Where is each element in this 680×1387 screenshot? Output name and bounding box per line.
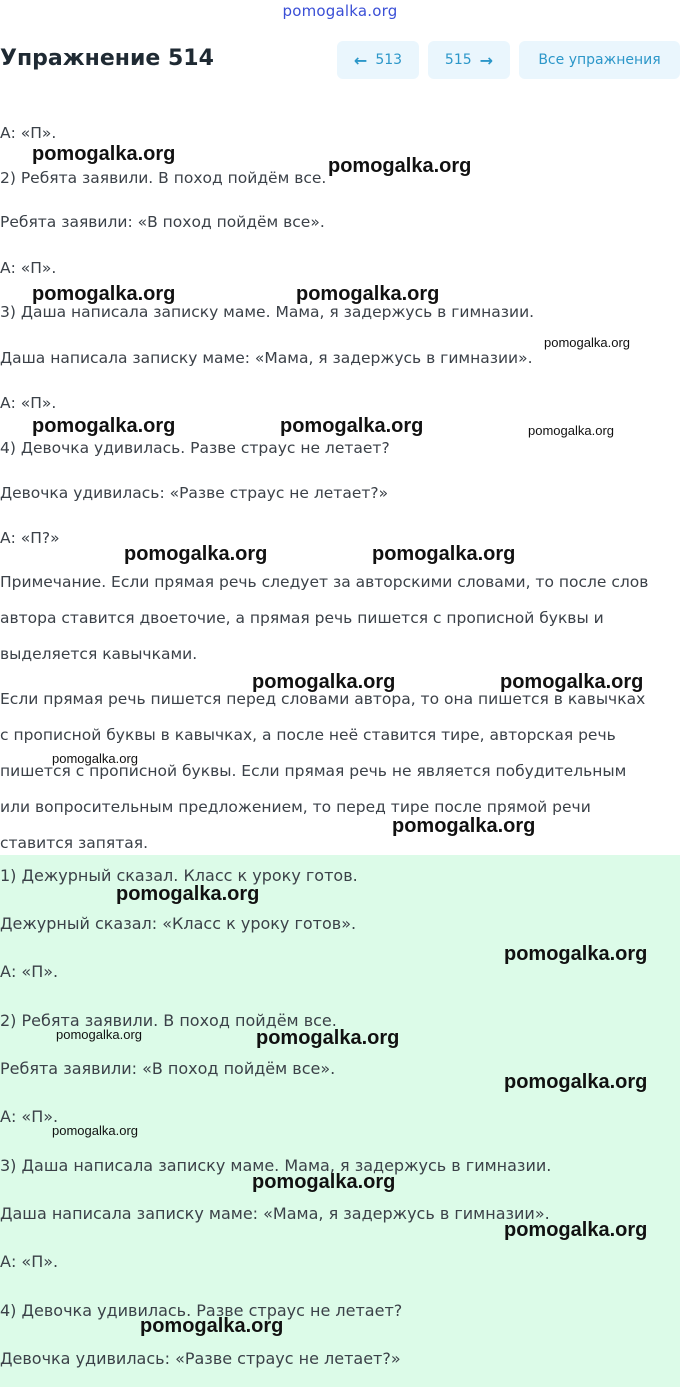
- answer-line: А: «П».: [0, 1107, 59, 1126]
- note-line: с прописной буквы в кавычках, а после неё ставится тире, авторская речь: [0, 726, 616, 744]
- all-exercises-label: Все упражнения: [538, 52, 661, 68]
- prev-exercise-button[interactable]: [337, 41, 419, 79]
- text-line: А: «П».: [0, 394, 57, 412]
- answer-line: Даша написала записку маме: «Мама, я задержусь в гимназии».: [0, 1204, 550, 1223]
- text-line: 4) Девочка удивилась. Разве страус не летает?: [0, 439, 390, 457]
- clipped-text-fragment: [0, 82, 680, 96]
- answer-block: [0, 855, 680, 1387]
- site-watermark-top: pomogalka.org: [282, 2, 398, 20]
- watermark: pomogalka.org: [52, 751, 138, 766]
- watermark: pomogalka.org: [544, 335, 630, 350]
- watermark: pomogalka.org: [296, 283, 440, 305]
- watermark: pomogalka.org: [372, 543, 516, 565]
- note-line: выделяется кавычками.: [0, 645, 198, 663]
- answer-line: 3) Даша написала записку маме. Мама, я задержусь в гимназии.: [0, 1156, 552, 1175]
- watermark: pomogalka.org: [328, 155, 472, 177]
- text-line: А: «П?»: [0, 529, 60, 547]
- watermark: pomogalka.org: [392, 815, 536, 837]
- watermark: pomogalka.org: [252, 1171, 396, 1193]
- answer-line: А: «П».: [0, 1252, 59, 1271]
- note-line: Примечание. Если прямая речь следует за авторскими словами, то после слов: [0, 573, 649, 591]
- watermark: pomogalka.org: [52, 1123, 138, 1138]
- watermark: pomogalka.org: [256, 1027, 400, 1049]
- watermark: pomogalka.org: [32, 283, 176, 305]
- text-line: А: «П».: [0, 259, 57, 277]
- watermark: pomogalka.org: [124, 543, 268, 565]
- next-exercise-label: 515: [444, 52, 472, 68]
- watermark: pomogalka.org: [32, 143, 176, 165]
- answer-line: Дежурный сказал: «Класс к уроку готов».: [0, 914, 357, 933]
- note-line: автора ставится двоеточие, а прямая речь пишется с прописной буквы и: [0, 609, 604, 627]
- prev-exercise-label: 513: [375, 52, 403, 68]
- answer-line: 4) Девочка удивилась. Разве страус не летает?: [0, 1301, 403, 1320]
- watermark: pomogalka.org: [504, 1219, 648, 1241]
- watermark: pomogalka.org: [280, 415, 424, 437]
- note-line: или вопросительным предложением, то перед тире после прямой речи: [0, 798, 591, 816]
- text-line: Ребята заявили: «В поход пойдём все».: [0, 213, 325, 231]
- watermark: pomogalka.org: [504, 1071, 648, 1093]
- answer-line: Девочка удивилась: «Разве страус не летает?»: [0, 1349, 401, 1368]
- watermark: pomogalka.org: [116, 883, 260, 905]
- watermark: pomogalka.org: [140, 1315, 284, 1337]
- text-line: Даша написала записку маме: «Мама, я задержусь в гимназии».: [0, 349, 533, 367]
- next-exercise-button[interactable]: [428, 41, 510, 79]
- text-line: 2) Ребята заявили. В поход пойдём все.: [0, 169, 327, 187]
- watermark: pomogalka.org: [528, 423, 614, 438]
- arrow-right-icon: →: [479, 50, 494, 70]
- text-line: А: «П».: [0, 124, 57, 142]
- page-title: Упражнение 514: [0, 46, 214, 71]
- watermark: pomogalka.org: [500, 671, 644, 693]
- watermark: pomogalka.org: [32, 415, 176, 437]
- answer-line: Ребята заявили: «В поход пойдём все».: [0, 1059, 336, 1078]
- all-exercises-button[interactable]: [519, 41, 680, 79]
- arrow-left-icon: ←: [353, 50, 368, 70]
- note-line: пишется с прописной буквы. Если прямая речь не является побудительным: [0, 762, 627, 780]
- watermark: pomogalka.org: [56, 1027, 142, 1042]
- answer-line: А: «П».: [0, 962, 59, 981]
- note-line: ставится запятая.: [0, 834, 149, 852]
- header: [0, 40, 680, 82]
- answer-line: 2) Ребята заявили. В поход пойдём все.: [0, 1011, 337, 1030]
- note-line: Если прямая речь пишется перед словами автора, то она пишется в кавычках: [0, 690, 646, 708]
- watermark: pomogalka.org: [252, 671, 396, 693]
- text-line: 3) Даша написала записку маме. Мама, я задержусь в гимназии.: [0, 303, 535, 321]
- answer-line: 1) Дежурный сказал. Класс к уроку готов.: [0, 866, 358, 885]
- text-line: Девочка удивилась: «Разве страус не летает?»: [0, 484, 389, 502]
- watermark: pomogalka.org: [504, 943, 648, 965]
